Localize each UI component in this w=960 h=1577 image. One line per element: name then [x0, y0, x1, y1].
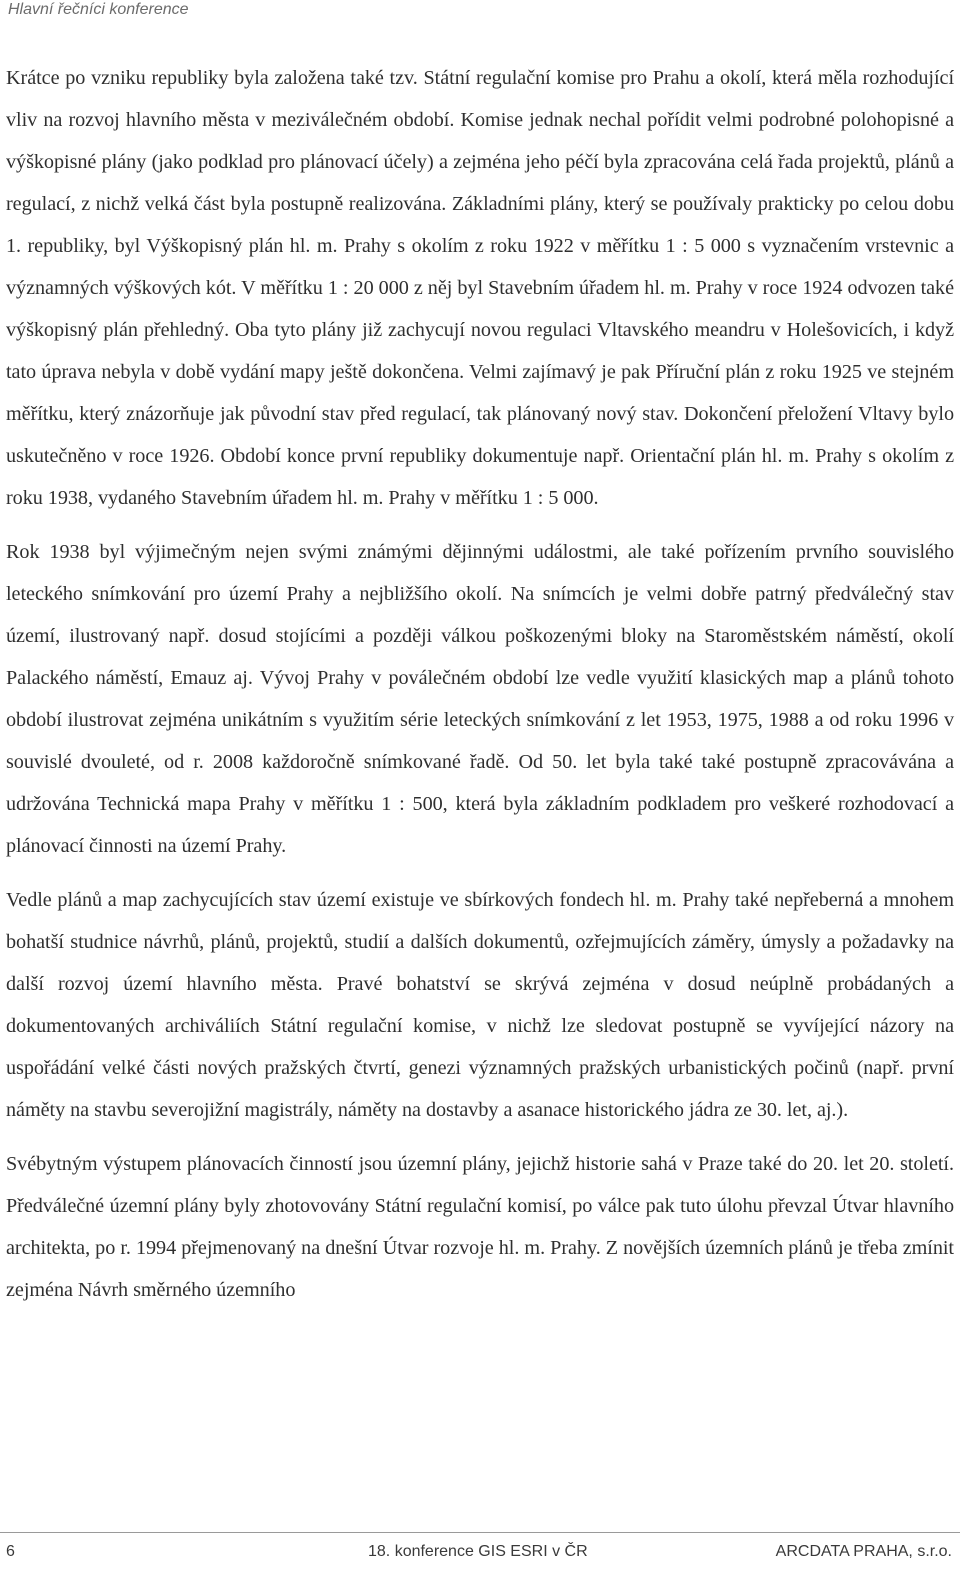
page-number: 6 — [6, 1543, 15, 1560]
paragraph-4: Svébytným výstupem plánovacích činností jsou územní plány, jejichž historie sahá v Praze také do 20. let 20. století. Předválečné územní plány byly zhotovovány Státní regulační komisí, po válce pak tuto úlohu převzal Útvar hlavního architekta, po r. 1994 přejmenovaný na dnešní Útvar rozvoje hl. m. Prahy. Z novějších územních plánů je třeba zmínit zejména Návrh směrného územního — [6, 1153, 954, 1301]
footer-divider — [0, 1532, 960, 1533]
company-name: ARCDATA PRAHA, s.r.o. — [775, 1543, 952, 1560]
running-header: Hlavní řečníci konference — [8, 1, 189, 18]
paragraph-3: Vedle plánů a map zachycujících stav území existuje ve sbírkových fondech hl. m. Prahy také nepřeberná a mnohem bohatší studnice návrhů, plánů, projektů, studií a dalších dokumentů, ozřejmujících záměry, úmysly a požadavky na další rozvoj území hlavního města. Pravé bohatství se skrývá zejména v dosud neúplně probádaných a dokumentovaných archiváliích Státní regulační komise, v nichž lze sledovat postupně se vyvíjející názory na uspořádání velké části nových pražských čtvrtí, genezi významných pražských urbanistických počinů (např. první náměty na stavbu severojižní magistrály, náměty na dostavby a asanace historického jádra ze 30. let, aj.). — [6, 889, 954, 1121]
paragraph-1: Krátce po vzniku republiky byla založena také tzv. Státní regulační komise pro Prahu a okolí, která měla rozhodující vliv na rozvoj hlavního města v meziválečném období. Komise jednak nechal pořídit velmi podrobné polohopisné a výškopisné plány (jako podklad pro plánovací účely) a zejména jeho péčí byla zpracována celá řada projektů, plánů a regulací, z nichž velká část byla postupně realizována. Základními plány, který se používaly prakticky po celou dobu 1. republiky, byl Výškopisný plán hl. m. Prahy s okolím z roku 1922 v měřítku 1 : 5 000 s vyznačením vrstevnic a významných výškových kót. V měřítku 1 : 20 000 z něj byl Stavebním úřadem hl. m. Prahy v roce 1924 odvozen také výškopisný plán přehledný. Oba tyto plány již zachycují novou regulaci Vltavského meandru v Holešovicích, i když tato úprava nebyla v době vydání mapy ještě dokončena. Velmi zajímavý je pak Příruční plán z roku 1925 ve stejném měřítku, který znázorňuje jak původní stav před regulací, tak plánovaný nový stav. Dokončení přeložení Vltavy bylo uskutečněno v roce 1926. Období konce první republiky dokumentuje např. Orientační plán hl. m. Prahy s okolím z roku 1938, vydaného Stavebním úřadem hl. m. Prahy v měřítku 1 : 5 000. — [6, 67, 954, 509]
body-text — [6, 57, 954, 1323]
page-footer — [0, 1543, 960, 1567]
conference-name: 18. konference GIS ESRI v ČR — [368, 1543, 588, 1560]
paragraph-2: Rok 1938 byl výjimečným nejen svými známými dějinnými událostmi, ale také pořízením prvního souvislého leteckého snímkování pro území Prahy a nejbližšího okolí. Na snímcích je velmi dobře patrný předválečný stav území, ilustrovaný např. dosud stojícími a později válkou poškozenými bloky na Staroměstském náměstí, okolí Palackého náměstí, Emauz aj. Vývoj Prahy v poválečném období lze vedle využití klasických map a plánů tohoto období ilustrovat zejména unikátním s využitím série leteckých snímkování z let 1953, 1975, 1988 a od roku 1996 v souvislé dvouleté, od r. 2008 každoročně snímkované řadě. Od 50. let byla také také postupně zpracovávána a udržována Technická mapa Prahy v měřítku 1 : 500, která byla základním podkladem pro veškeré rozhodovací a plánovací činnosti na území Prahy. — [6, 541, 954, 857]
